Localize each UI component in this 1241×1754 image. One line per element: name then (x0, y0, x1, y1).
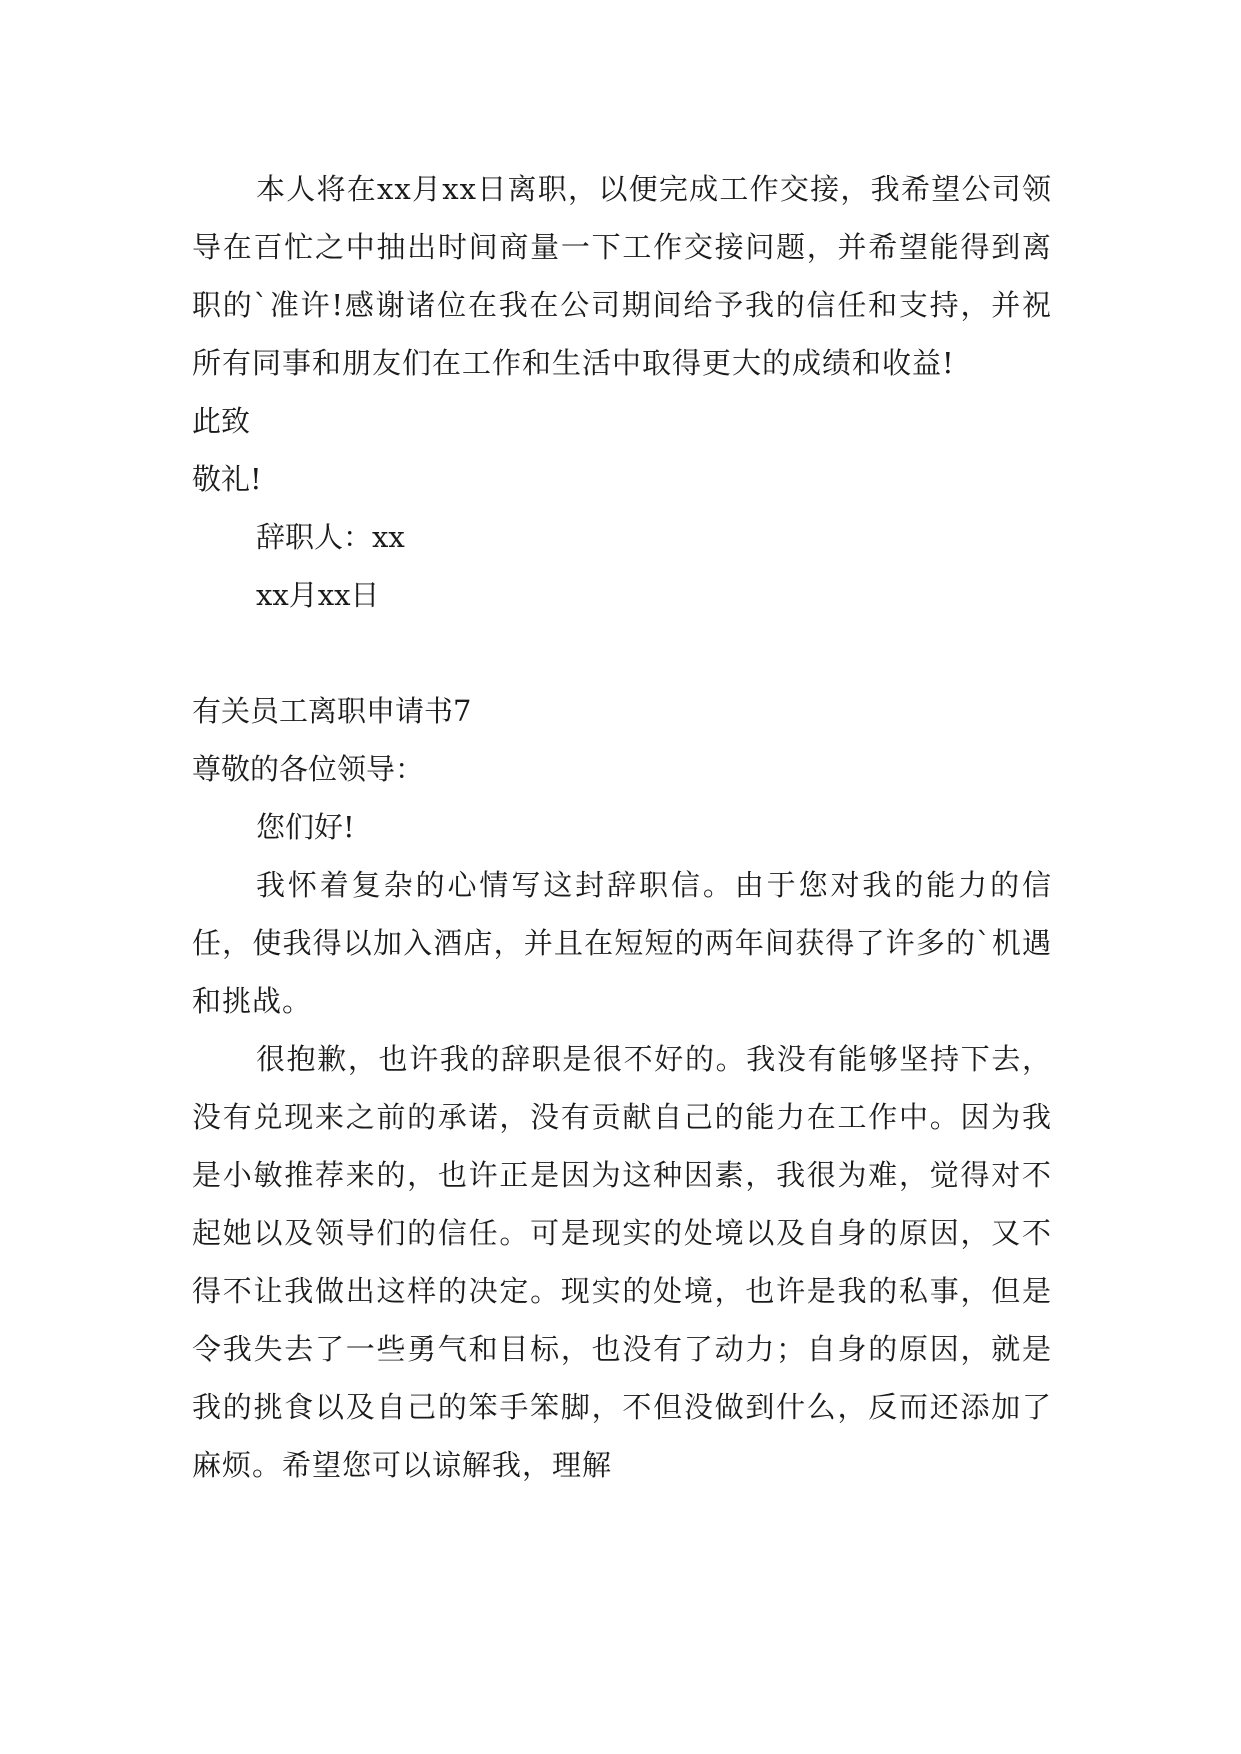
salutation: 尊敬的各位领导： (192, 752, 425, 786)
body-paragraph-handover: 本人将在xx月xx日离职，以便完成工作交接，我希望公司领导在百忙之中抽出时间商量一下工作交接问题，并希望能得到离职的`准许!感谢诸位在我在公司期间给予我的信任和支持，并祝所有同事和朋友们在工作和生活中取得更大的成绩和收益! (192, 172, 1052, 380)
date-line: xx月xx日 (256, 578, 380, 612)
signer-line: 辞职人：xx (256, 520, 405, 554)
body-paragraph-reason-intro: 我怀着复杂的心情写这封辞职信。由于您对我的能力的信任，使我得以加入酒店，并且在短短的两年间获得了许多的`机遇和挑战。 (192, 868, 1052, 1018)
document-page (192, 160, 1052, 1494)
section-title: 有关员工离职申请书7 (192, 694, 472, 728)
body-paragraph-apology: 很抱歉，也许我的辞职是很不好的。我没有能够坚持下去，没有兑现来之前的承诺，没有贡献自己的能力在工作中。因为我是小敏推荐来的，也许正是因为这种因素，我很为难，觉得对不起她以及领导们的信任。可是现实的处境以及自身的原因，又不得不让我做出这样的决定。现实的处境，也许是我的私事，但是令我失去了一些勇气和目标，也没有了动力；自身的原因，就是我的挑食以及自己的笨手笨脚，不但没做到什么，反而还添加了麻烦。希望您可以谅解我，理解 (192, 1042, 1052, 1482)
closing-jingli: 敬礼! (192, 462, 262, 496)
greeting: 您们好! (256, 810, 355, 844)
section-spacer (192, 624, 1052, 682)
closing-cizhi: 此致 (192, 404, 251, 438)
